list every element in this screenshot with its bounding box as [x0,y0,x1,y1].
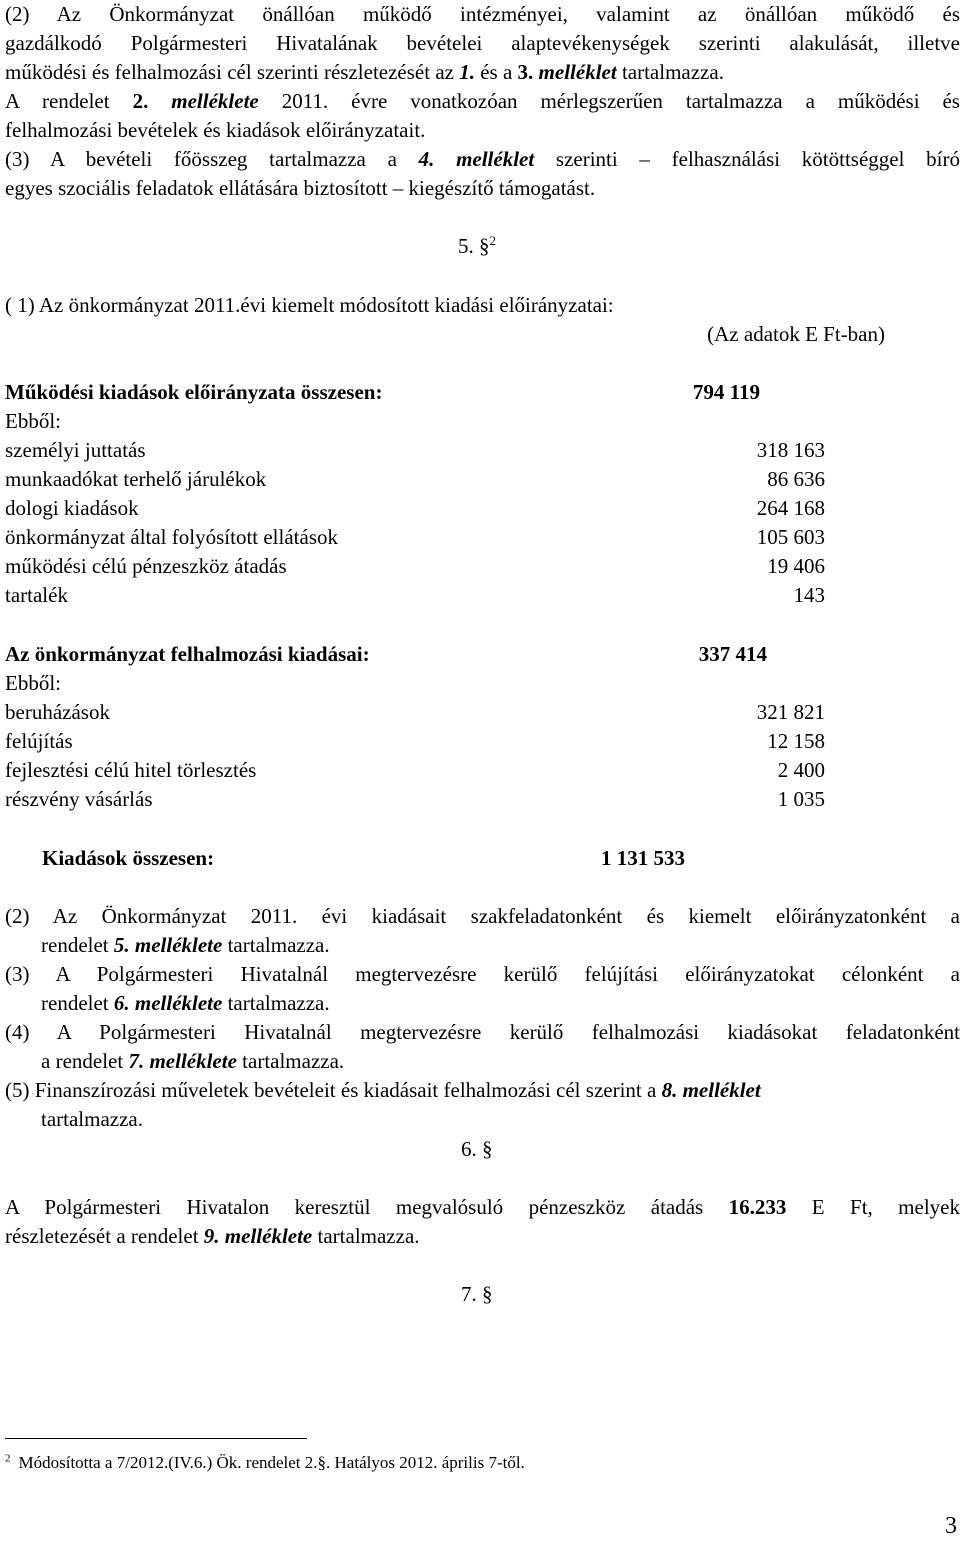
table-row-value: 105 603 [756,525,825,549]
operating-total-label: Működési kiadások előirányzata összesen: [5,380,383,404]
table-row-label: beruházások [5,700,110,724]
table-row-value: 12 158 [767,729,825,753]
table-row-value: 318 163 [756,438,825,462]
s5-p5-line1: (5) Finanszírozási műveletek bevételeit és kiadásait felhalmozási cél szerint a 8. melléklet [5,1078,761,1102]
table-row-label: személyi juttatás [5,438,146,462]
intro-p2-line2: gazdálkodó Polgármesteri Hivatalának bevételei alaptevékenységek szerinti alakulását, illetve [5,31,960,55]
table-row-value: 321 821 [756,700,825,724]
table-row-value: 19 406 [767,554,825,578]
s5-p5-line2: tartalmazza. [41,1107,144,1131]
table-row-value: 1 035 [777,787,825,811]
page-number: 3 [945,1513,957,1539]
s5-p3-line2: rendelet 6. melléklete tartalmazza. [41,991,330,1015]
footnote-ref: 2 [489,233,496,248]
footnote-text: Módosította a 7/2012.(IV.6.) Ök. rendelet 2.§. Hatályos 2012. április 7-től. [18,1453,525,1472]
table-row-label: munkaadókat terhelő járulékok [5,467,267,491]
intro-p2-line5: felhalmozási bevételek és kiadások előirányzatait. [5,118,426,142]
s5-p4-line2: a rendelet 7. melléklete tartalmazza. [41,1049,345,1073]
table-row-value: 2 400 [777,758,825,782]
grand-total-label: Kiadások összesen: [42,846,215,870]
table-row-value: 264 168 [756,496,825,520]
table-row-label: dologi kiadások [5,496,139,520]
section-5-p1: ( 1) Az önkormányzat 2011.évi kiemelt módosított kiadási előirányzatai: [5,293,614,317]
section-7-heading: 7. § [461,1282,493,1306]
footnote-divider [5,1438,307,1439]
table-row-label: tartalék [5,583,68,607]
table-row-label: működési célú pénzeszköz átadás [5,554,287,578]
unit-note: (Az adatok E Ft-ban) [707,322,885,346]
intro-p3-line1: (3) A bevételi főösszeg tartalmazza a 4. melléklet szerinti – felhasználási kötöttséggel bíró [5,147,960,171]
capital-total-label: Az önkormányzat felhalmozási kiadásai: [5,642,370,666]
table-row-value: 143 [793,583,825,607]
footnote [5,1452,525,1474]
s6-line2: részletezését a rendelet 9. melléklete tartalmazza. [5,1224,420,1248]
table-row-label: felújítás [5,729,73,753]
section-5-heading: 5. §$^2$ [458,233,496,258]
table-row-label: részvény vásárlás [5,787,153,811]
s5-p2-line1: (2) Az Önkormányzat 2011. évi kiadásait szakfeladatonként és kiemelt előirányzatonként a [5,904,960,928]
s5-p2-line2: rendelet 5. melléklete tartalmazza. [41,933,330,957]
table-row-label: fejlesztési célú hitel törlesztés [5,758,257,782]
intro-p3-line2: egyes szociális feladatok ellátására biztosított – kiegészítő támogatást. [5,176,596,200]
s5-p3-line1: (3) A Polgármesteri Hivatalnál megtervezésre kerülő felújítási előirányzatokat célonként a [5,962,960,986]
table-row-label: önkormányzat által folyósított ellátások [5,525,338,549]
section-6-heading: 6. § [461,1137,493,1161]
intro-p2-line4: A rendelet 2. melléklete 2011. évre vonatkozóan mérlegszerűen tartalmazza a működési és [5,89,960,113]
s5-p4-line1: (4) A Polgármesteri Hivatalnál megtervezésre kerülő felhalmozási kiadásokat feladatonként [5,1020,960,1044]
table-row-value: 86 636 [767,467,825,491]
operating-total-value: 794 119 [692,380,760,404]
operating-ebbol: Ebből: [5,409,61,433]
intro-p2-line1: (2) Az Önkormányzat önállóan működő intézményei, valamint az önállóan működő és [5,2,960,26]
capital-total-value: 337 414 [698,642,767,666]
capital-ebbol: Ebből: [5,671,61,695]
grand-total-value: 1 131 533 [601,846,685,870]
intro-p2-line3: működési és felhalmozási cél szerinti részletezését az 1. és a 3. melléklet tartalmazza. [5,60,724,84]
s6-line1: A Polgármesteri Hivatalon keresztül megvalósuló pénzeszköz átadás 16.233 E Ft, melyek [5,1195,960,1219]
footnote-number: 2 [5,1452,11,1465]
